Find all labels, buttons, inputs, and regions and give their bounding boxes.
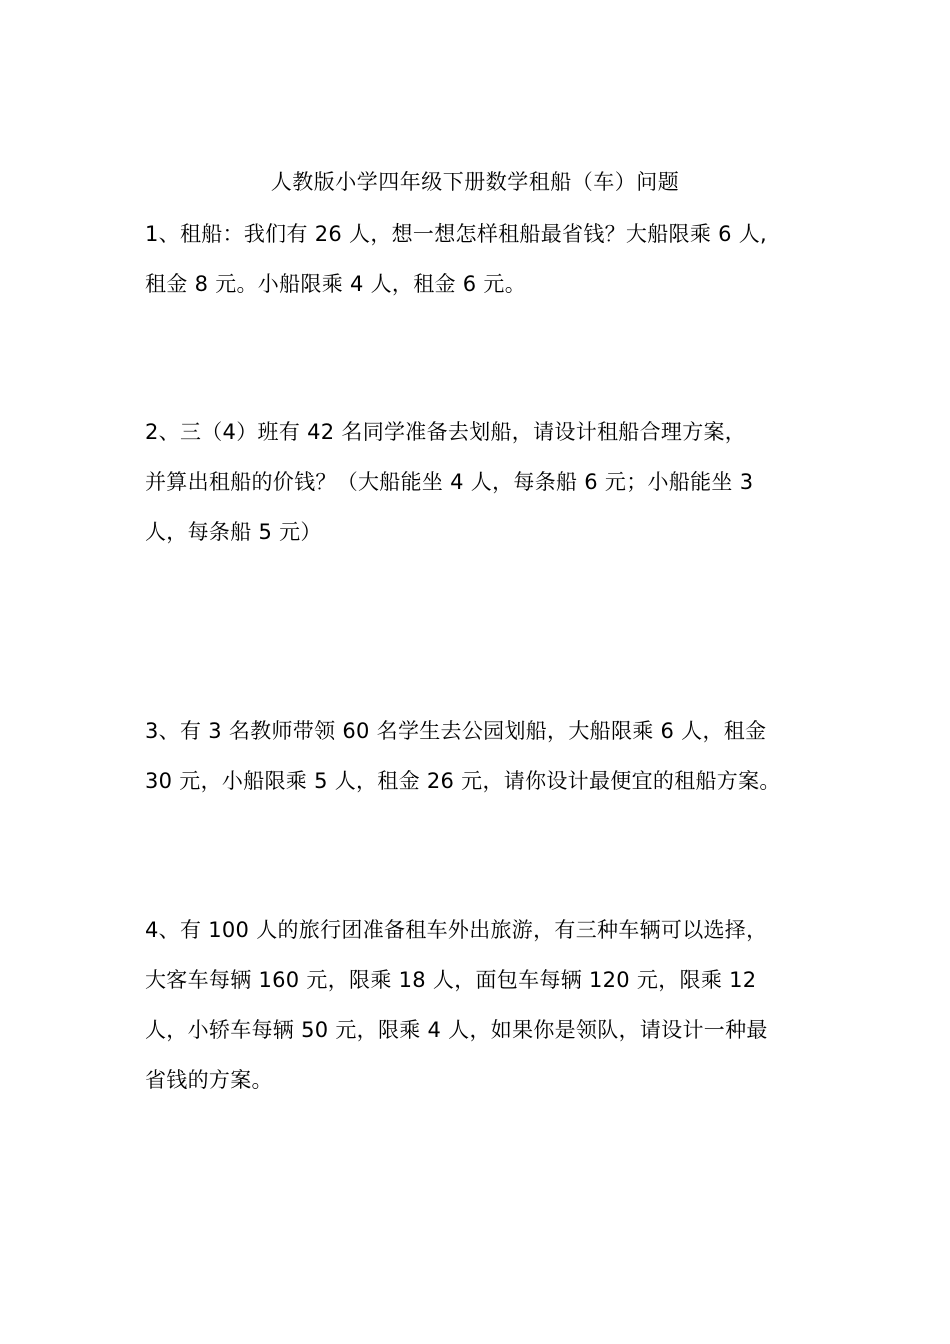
question-line: 并算出租船的价钱？（大船能坐 4 人，每条船 6 元；小船能坐 3 (145, 470, 754, 494)
question-line: 4、有 100 人的旅行团准备租车外出旅游，有三种车辆可以选择， (145, 918, 768, 942)
question-line: 大客车每辆 160 元，限乘 18 人，面包车每辆 120 元，限乘 12 (145, 968, 757, 992)
question-line: 1、租船：我们有 26 人，想一想怎样租船最省钱？大船限乘 6 人, (145, 222, 768, 246)
question-line: 人，小轿车每辆 50 元，限乘 4 人，如果你是领队，请设计一种最 (145, 1018, 768, 1042)
question-line: 3、有 3 名教师带领 60 名学生去公园划船，大船限乘 6 人，租金 (145, 719, 767, 743)
document-title: 人教版小学四年级下册数学租船（车）问题 (270, 170, 680, 194)
question-1 (145, 209, 813, 309)
question-2 (145, 407, 813, 557)
question-line: 30 元，小船限乘 5 人，租金 26 元，请你设计最便宜的租船方案。 (145, 769, 781, 793)
question-4 (145, 905, 813, 1105)
question-line: 租金 8 元。小船限乘 4 人，租金 6 元。 (145, 272, 527, 296)
question-line: 人，每条船 5 元） (145, 520, 322, 544)
question-line: 省钱的方案。 (145, 1068, 273, 1092)
question-3 (145, 706, 813, 806)
question-line: 2、三（4）班有 42 名同学准备去划船，请设计租船合理方案， (145, 420, 747, 444)
